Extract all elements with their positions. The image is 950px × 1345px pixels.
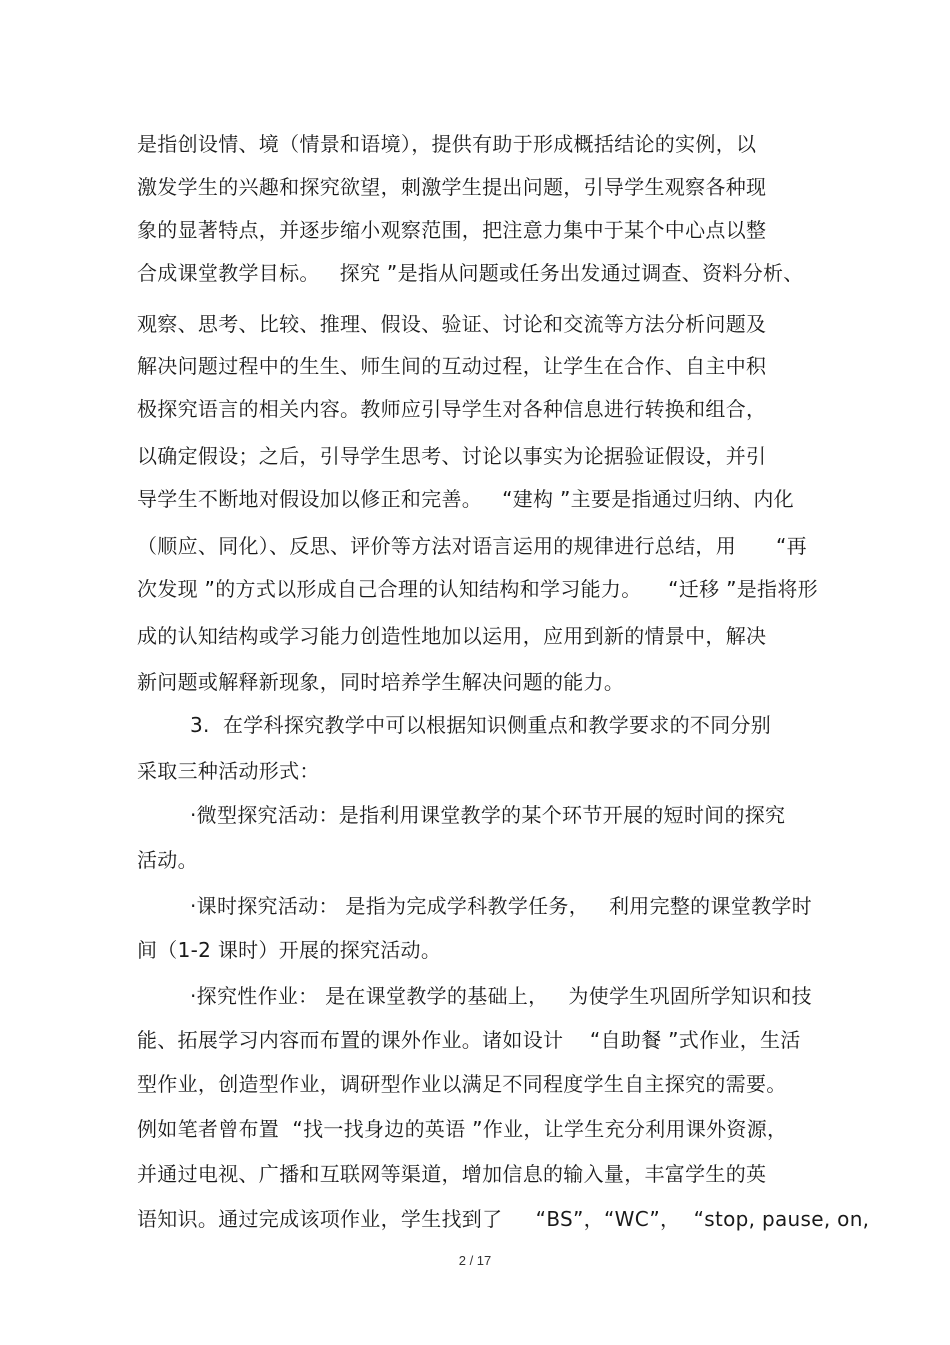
- body-text-line: 采取三种活动形式：: [137, 759, 320, 783]
- body-text-line: 合成课堂教学目标。 探究 ”是指从问题或任务出发通过调查、资料分析、: [137, 261, 804, 285]
- body-text-line: 象的显著特点，并逐步缩小观察范围，把注意力集中于某个中心点以整: [137, 218, 767, 242]
- page-number: 2 / 17: [458, 1253, 492, 1268]
- body-text-line: 间（1-2 课时）开展的探究活动。: [137, 938, 442, 962]
- numbered-item-text: 3. 在学科探究教学中可以根据知识侧重点和教学要求的不同分别: [190, 713, 772, 737]
- body-text-line: 活动。: [137, 848, 198, 872]
- body-text-line: 型作业，创造型作业，调研型作业以满足不同程度学生自主探究的需要。: [137, 1072, 787, 1096]
- body-text-line: 例如笔者曾布置 “找一找身边的英语 ”作业，让学生充分利用课外资源，: [137, 1117, 788, 1141]
- body-text-line: 次发现 ”的方式以形成自己合理的认知结构和学习能力。 “迁移 ”是指将形: [137, 577, 818, 601]
- body-text-line: （顺应、同化）、反思、评价等方法对语言运用的规律进行总结，用 “再: [137, 534, 807, 558]
- body-text-line: 极探究语言的相关内容。教师应引导学生对各种信息进行转换和组合，: [137, 397, 767, 421]
- bullet-item-text: ·微型探究活动：是指利用课堂教学的某个环节开展的短时间的探究: [190, 803, 786, 827]
- body-text-line: 导学生不断地对假设加以修正和完善。 “建构 ”主要是指通过归纳、内化: [137, 487, 794, 511]
- body-text-line: 语知识。通过完成该项作业，学生找到了 “BS”，“WC”， “stop, pause, on,: [137, 1207, 870, 1231]
- body-text-line: 新问题或解释新现象，同时培养学生解决问题的能力。: [137, 670, 625, 694]
- body-text-line: 解决问题过程中的生生、师生间的互动过程，让学生在合作、自主中积: [137, 354, 767, 378]
- body-text-line: 是指创设情、境（情景和语境），提供有助于形成概括结论的实例，以: [137, 132, 757, 156]
- body-text-line: 并通过电视、广播和互联网等渠道，增加信息的输入量，丰富学生的英: [137, 1162, 767, 1186]
- body-text-line: 能、拓展学习内容而布置的课外作业。诸如设计 “自助餐 ”式作业，生活: [137, 1028, 801, 1052]
- body-text-line: 以确定假设；之后，引导学生思考、讨论以事实为论据验证假设，并引: [137, 444, 767, 468]
- body-text-line: 成的认知结构或学习能力创造性地加以运用，应用到新的情景中，解决: [137, 624, 767, 648]
- body-text-line: 激发学生的兴趣和探究欲望，刺激学生提出问题，引导学生观察各种现: [137, 175, 767, 199]
- bullet-item-text: ·探究性作业： 是在课堂教学的基础上， 为使学生巩固所学知识和技: [190, 984, 812, 1008]
- body-text-line: 观察、思考、比较、推理、假设、验证、讨论和交流等方法分析问题及: [137, 312, 767, 336]
- bullet-item-text: ·课时探究活动： 是指为完成学科教学任务， 利用完整的课堂教学时: [190, 894, 812, 918]
